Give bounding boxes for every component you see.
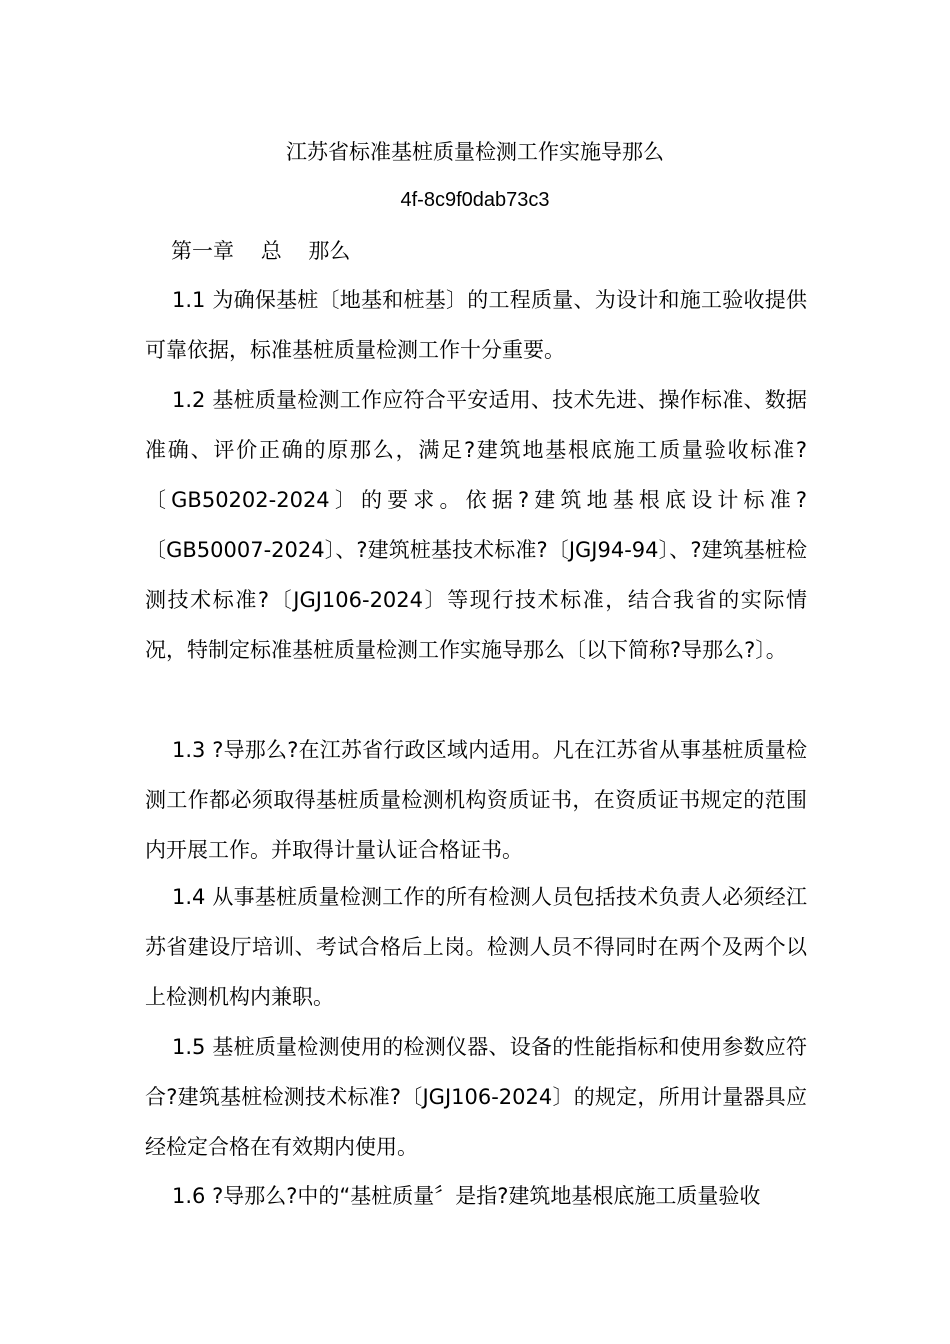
document-code: 4f-8c9f0dab73c3: [400, 189, 550, 211]
paragraph-1-3: 1.3 ?导那么?在江苏省行政区域内适用。凡在江苏省从事基桩质量检测工作都必须取得基桩质量检测机构资质证书，在资质证书规定的范围内开展工作。并取得计量认证合格证书。: [145, 738, 807, 862]
paragraph-1-1: 1.1 为确保基桩〔地基和桩基〕的工程质量、为设计和施工验收提供可靠依据，标准基桩质量检测工作十分重要。: [145, 288, 807, 362]
chapter-heading: 第一章 总 那么: [171, 239, 351, 263]
paragraph-1-4: 1.4 从事基桩质量检测工作的所有检测人员包括技术负责人必须经江苏省建设厅培训、考试合格后上岗。检测人员不得同时在两个及两个以上检测机构内兼职。: [145, 885, 807, 1009]
paragraph-1-6: 1.6 ?导那么?中的“基桩质量〞是指?建筑地基根底施工质量验收: [172, 1184, 761, 1208]
paragraph-1-2: 1.2 基桩质量检测工作应符合平安适用、技术先进、操作标准、数据准确、评价正确的原那么，满足?建筑地基根底施工质量验收标准?〔GB50202-2024〕的要求。依据?建筑地基根底设计标准?〔GB50007-2024〕、?建筑桩基技术标准?〔JGJ94-94〕、?建筑基桩检测技术标准?〔JGJ106-2024〕等现行技术标准，结合我省的实际情况，特制定标准基桩质量检测工作实施导那么〔以下简称?导那么?〕。: [145, 388, 807, 662]
paragraph-1-5: 1.5 基桩质量检测使用的检测仪器、设备的性能指标和使用参数应符合?建筑基桩检测技术标准?〔JGJ106-2024〕的规定，所用计量器具应经检定合格在有效期内使用。: [145, 1035, 807, 1159]
document-title: 江苏省标准基桩质量检测工作实施导那么: [286, 140, 664, 164]
